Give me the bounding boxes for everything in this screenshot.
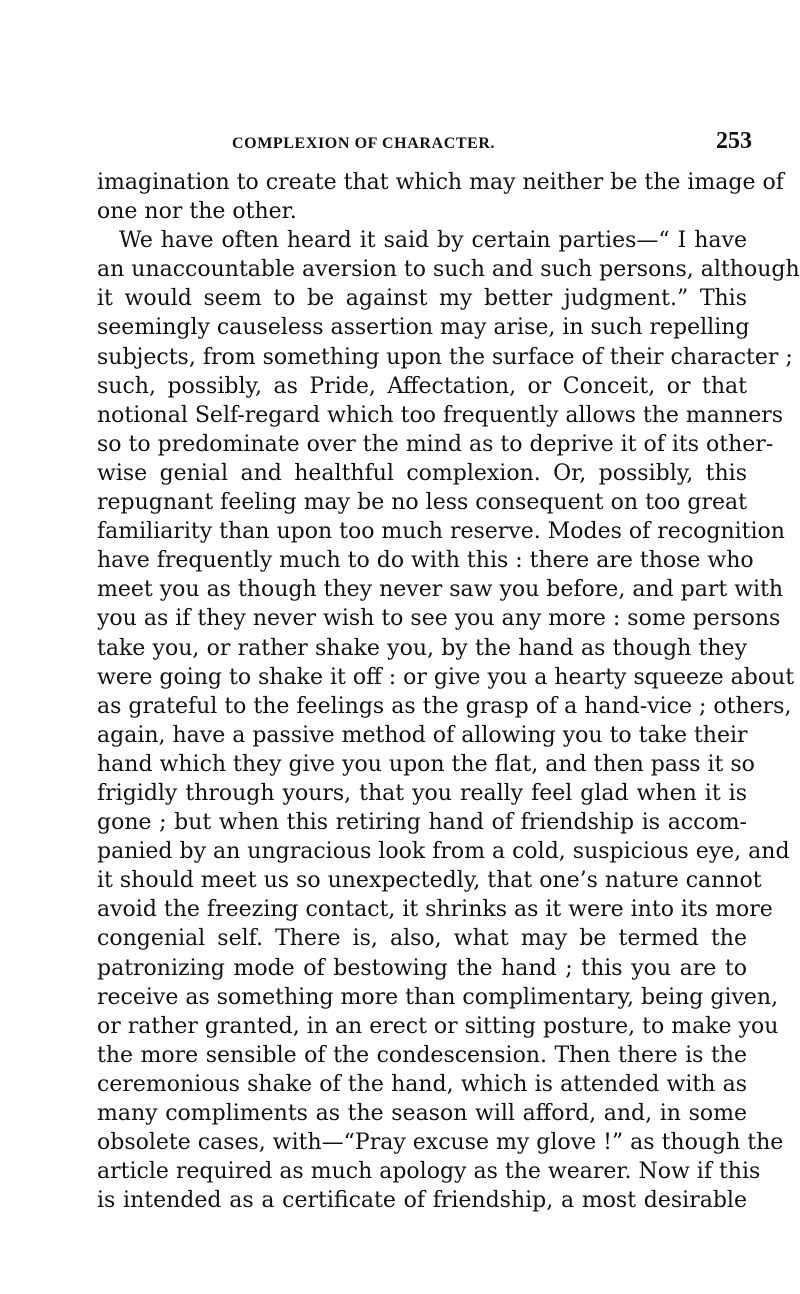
text-line: it would seem to be against my better judgment.” This (97, 286, 747, 312)
text-line: you as if they never wish to see you any more : some persons (97, 606, 781, 632)
text-line: frigidly through yours, that you really feel glad when it is (97, 780, 747, 806)
text-line: congenial self. There is, also, what may be termed the (97, 926, 747, 952)
text-line: wise genial and healthful complexion. Or, possibly, this (97, 460, 747, 486)
text-line: obsolete cases, with—“Pray excuse my glove !” as though the (97, 1130, 784, 1156)
text-line: so to predominate over the mind as to deprive it of its other- (97, 431, 774, 457)
text-line: We have often heard it said by certain parties—“ I have (119, 228, 747, 254)
text-line: it should meet us so unexpectedly, that one’s nature cannot (97, 868, 762, 894)
page-number: 253 (716, 128, 752, 154)
text-line: notional Self-regard which too frequently allows the manners (97, 402, 784, 428)
text-line: or rather granted, in an erect or sitting posture, to make you (97, 1013, 779, 1039)
text-line: panied by an ungracious look from a cold, suspicious eye, and (97, 839, 790, 865)
text-line: hand which they give you upon the flat, and then pass it so (97, 751, 755, 777)
text-line: seemingly causeless assertion may arise, in such repelling (97, 315, 750, 341)
text-line: receive as something more than complimentary, being given, (97, 984, 779, 1010)
body-text (97, 168, 800, 1215)
text-line: gone ; but when this retiring hand of friendship is accom- (97, 810, 747, 836)
text-line: were going to shake it off : or give you a hearty squeeze about (97, 664, 795, 690)
paragraph (97, 168, 784, 226)
text-line: as grateful to the feelings as the grasp of a hand-vice ; others, (97, 693, 792, 719)
text-line: article required as much apology as the wearer. Now if this (97, 1159, 761, 1185)
text-line: meet you as though they never saw you before, and part with (97, 577, 784, 603)
text-line: imagination to create that which may neither be the image of (97, 170, 784, 195)
running-header (232, 128, 752, 158)
text-line: many compliments as the season will afford, and, in some (97, 1101, 747, 1126)
text-line: one nor the other. (97, 199, 297, 225)
text-line: subjects, from something upon the surface of their character ; (97, 344, 793, 370)
text-line: an unaccountable aversion to such and such persons, although (97, 257, 800, 283)
running-title: COMPLEXION OF CHARACTER. (232, 135, 496, 152)
text-line: take you, or rather shake you, by the hand as though they (97, 635, 747, 661)
text-line: again, have a passive method of allowing you to take their (97, 722, 748, 748)
text-line: the more sensible of the condescension. Then there is the (97, 1042, 747, 1068)
text-line: such, possibly, as Pride, Affectation, or Conceit, or that (97, 373, 747, 399)
text-line: patronizing mode of bestowing the hand ; this you are to (97, 955, 747, 981)
text-line: have frequently much to do with this : there are those who (97, 548, 754, 574)
text-line: familiarity than upon too much reserve. Modes of recognition (97, 519, 785, 545)
text-line: ceremonious shake of the hand, which is attended with as (97, 1071, 747, 1097)
text-line: avoid the freezing contact, it shrinks as it were into its more (97, 897, 773, 923)
paragraph (97, 226, 800, 1215)
text-line: is intended as a certificate of friendship, a most desirable (97, 1188, 747, 1214)
text-line: repugnant feeling may be no less consequent on too great (97, 490, 747, 516)
